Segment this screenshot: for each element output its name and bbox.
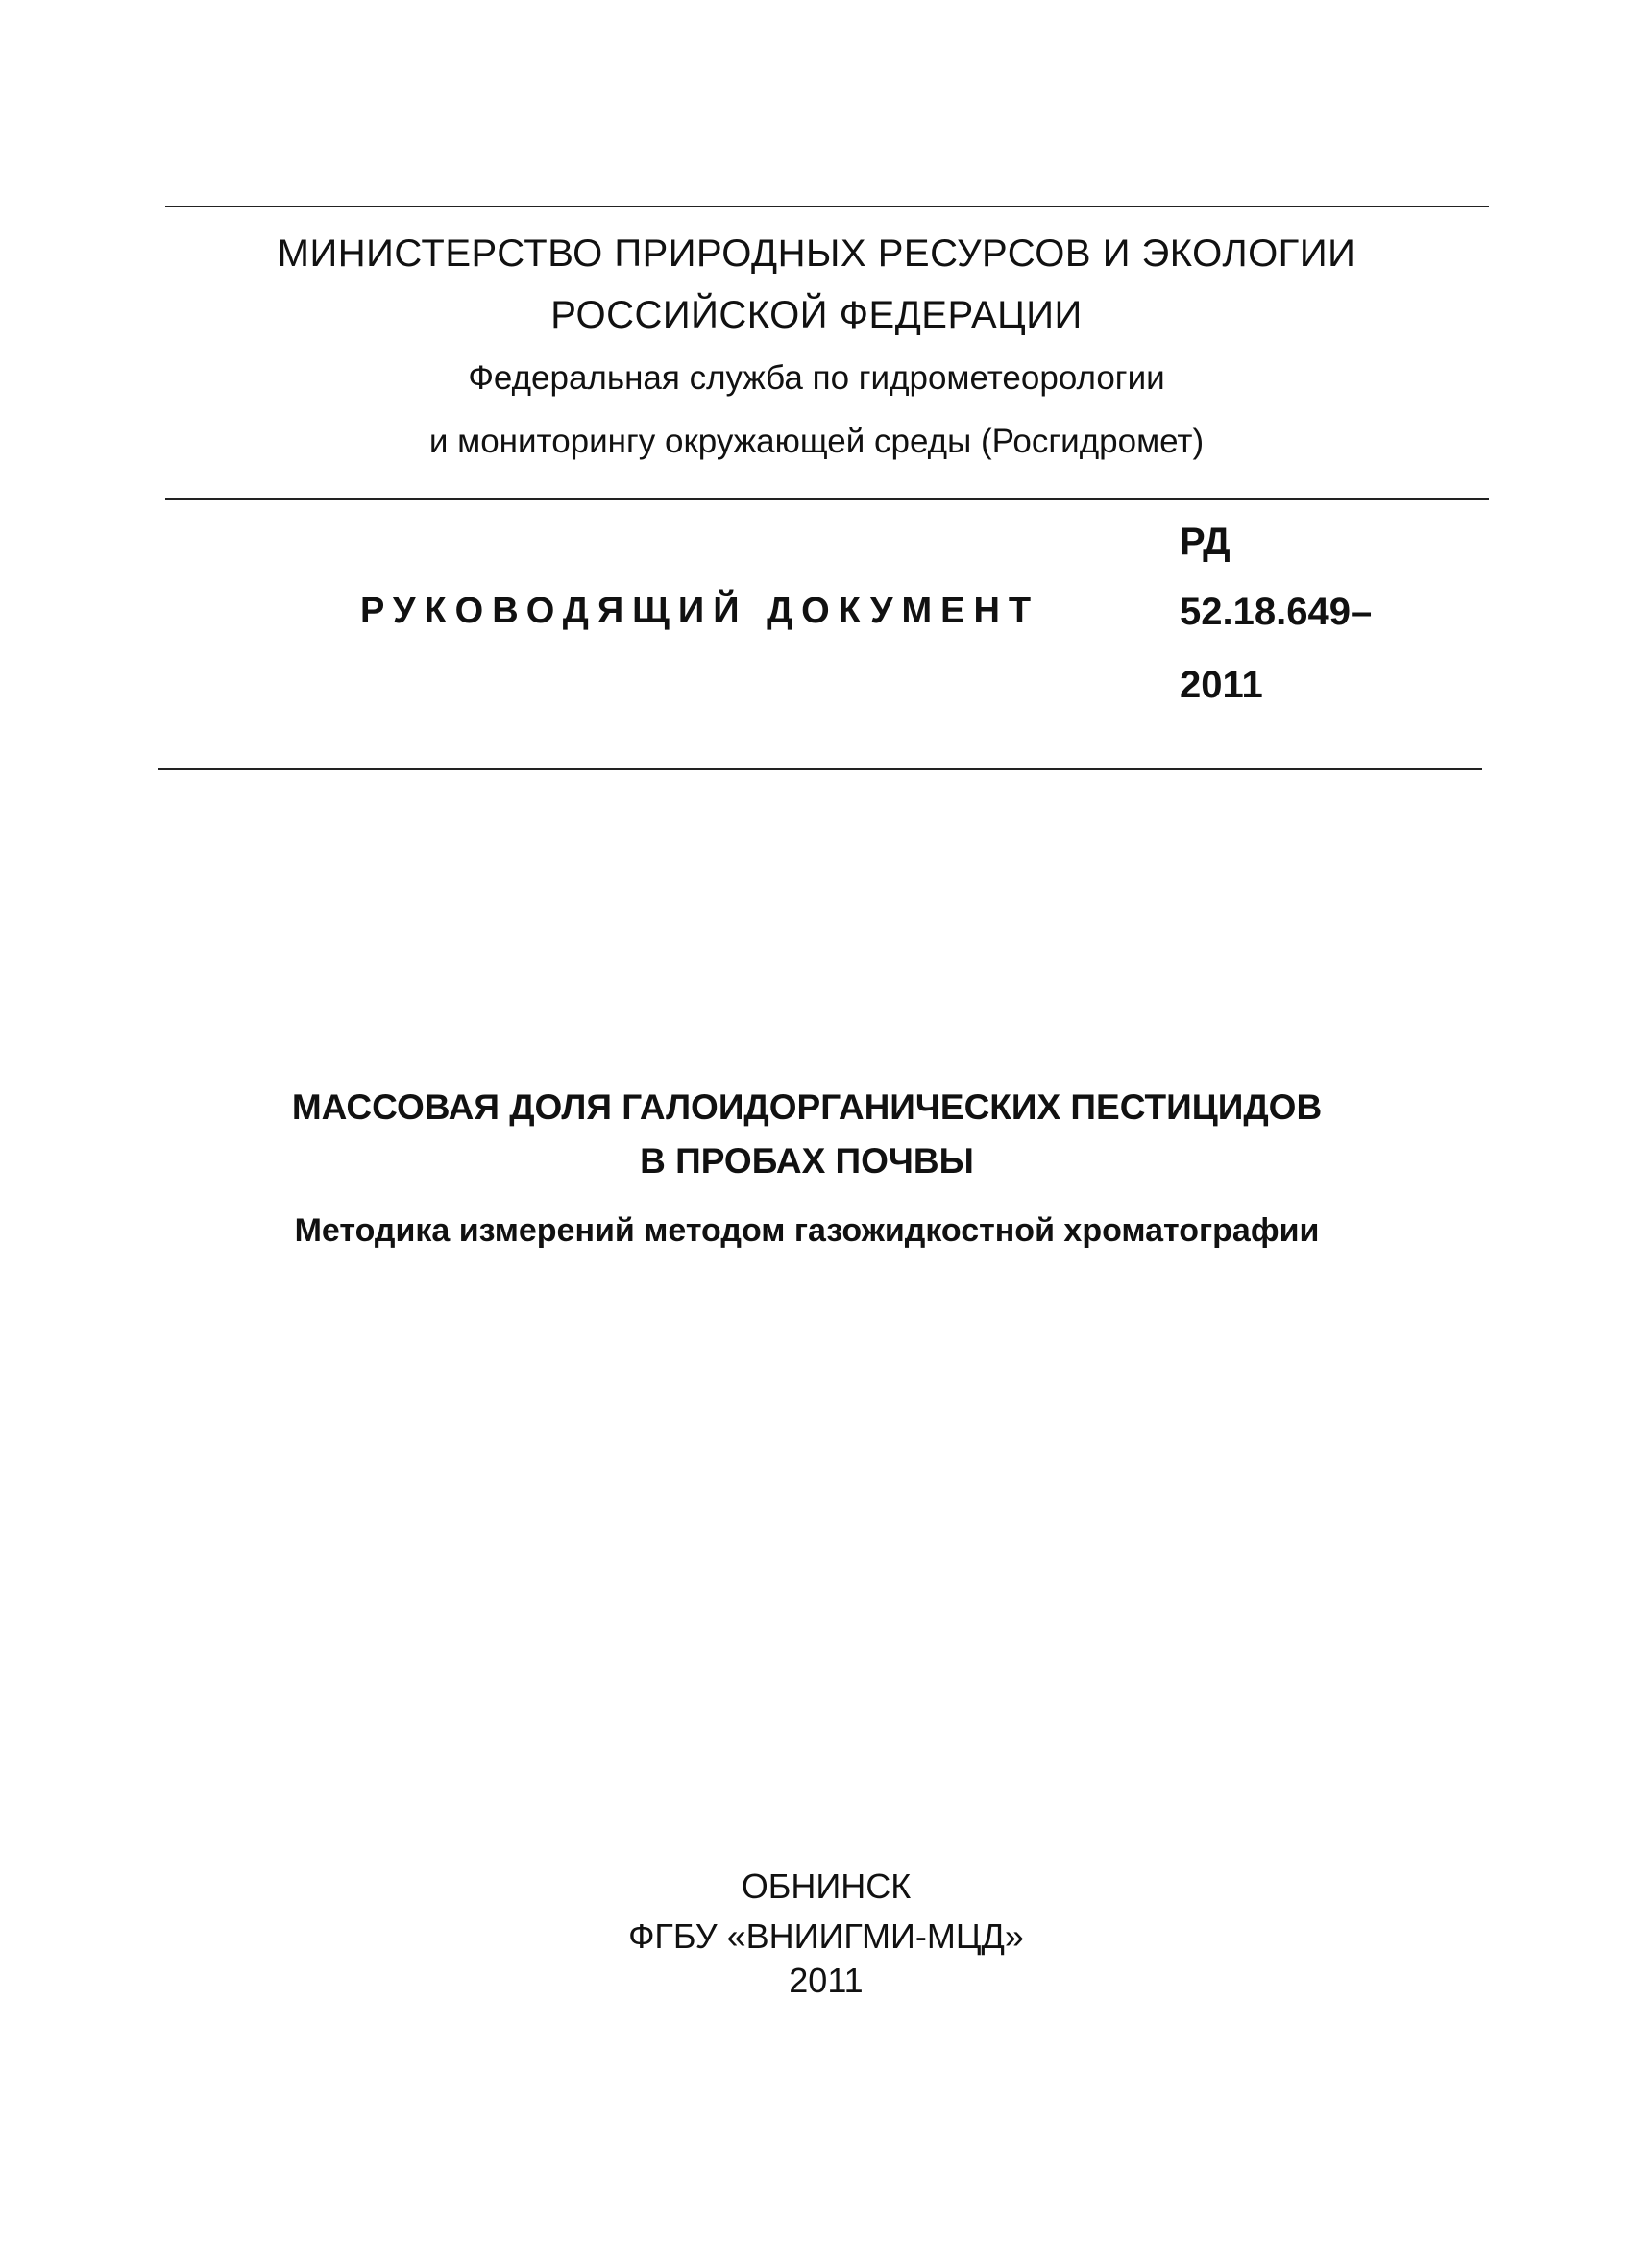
designation-rule bbox=[158, 768, 1482, 770]
document-subtitle: Методика измерений методом газожидкостной хроматографии bbox=[294, 1212, 1320, 1249]
imprint-year: 2011 bbox=[789, 1961, 864, 2000]
imprint-publisher: ФГБУ «ВНИИГМИ-МЦД» bbox=[628, 1916, 1024, 1956]
top-rule bbox=[165, 206, 1489, 207]
document-code-year: 2011 bbox=[1180, 664, 1263, 706]
document-code-number: 52.18.649– bbox=[1180, 591, 1373, 633]
ministry-name-line1: МИНИСТЕРСТВО ПРИРОДНЫХ РЕСУРСОВ И ЭКОЛОГИИ bbox=[277, 232, 1356, 275]
document-type: РУКОВОДЯЩИЙ ДОКУМЕНТ bbox=[360, 591, 1040, 631]
imprint-city: ОБНИНСК bbox=[741, 1866, 912, 1906]
document-title-line1: МАССОВАЯ ДОЛЯ ГАЛОИДОРГАНИЧЕСКИХ ПЕСТИЦИДОВ bbox=[291, 1087, 1323, 1127]
service-name-line1: Федеральная служба по гидрометеорологии bbox=[468, 359, 1165, 397]
document-code-prefix: РД bbox=[1180, 521, 1231, 563]
document-title-line2: В ПРОБАХ ПОЧВЫ bbox=[640, 1141, 974, 1181]
service-name-line2: и мониторингу окружающей среды (Росгидромет) bbox=[428, 423, 1205, 460]
ministry-name-line2: РОССИЙСКОЙ ФЕДЕРАЦИИ bbox=[550, 294, 1083, 336]
header-rule bbox=[165, 498, 1489, 500]
